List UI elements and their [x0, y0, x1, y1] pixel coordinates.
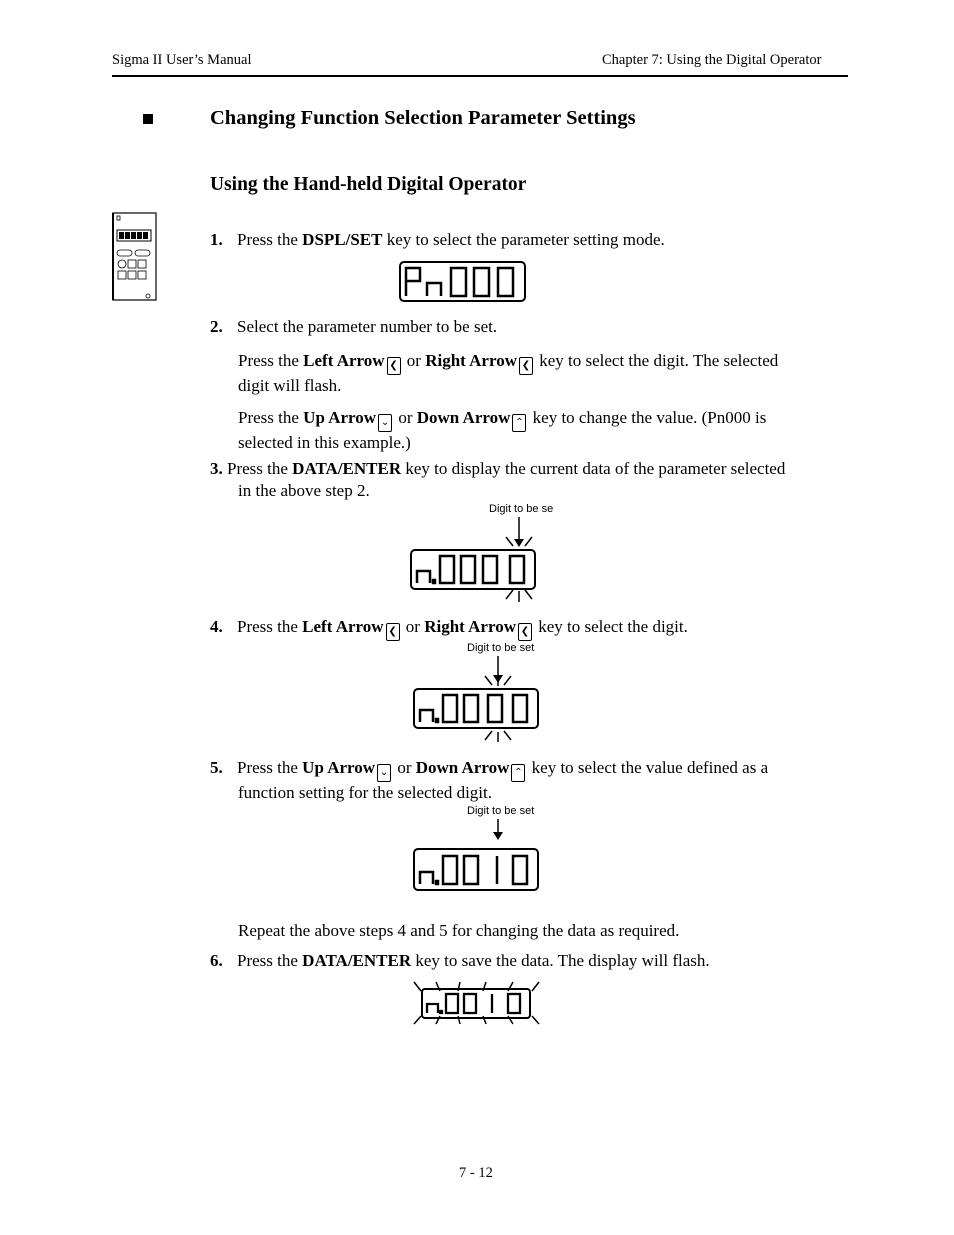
left-arrow-key-icon: ❮: [386, 623, 400, 641]
up-arrow-key-icon: ⌄: [378, 414, 392, 432]
display-value: Pn000: [399, 261, 402, 262]
display-value: n.0000: [413, 654, 416, 655]
key-name: Left Arrow: [303, 351, 385, 370]
display-n0000-step4: [413, 654, 543, 744]
key-name: Up Arrow: [303, 408, 377, 427]
display-value: n.0010: [412, 980, 415, 981]
display-value: n.0000: [410, 515, 413, 516]
step-text: key to select the value defined as a: [527, 758, 769, 777]
step-text: key to select the parameter setting mode.: [382, 230, 665, 249]
step-3: [210, 458, 850, 502]
down-arrow-key-icon: ⌃: [512, 414, 526, 432]
step-text: Press the: [237, 758, 303, 777]
header-right: Chapter 7: Using the Digital Operator: [602, 52, 822, 68]
display-n0010-flashing: [412, 980, 542, 1030]
step-5: [210, 757, 850, 804]
step-number: 5.: [210, 758, 223, 777]
digit-caption: Digit to be set: [467, 805, 535, 817]
step-text: key to save the data. The display will flash.: [411, 951, 710, 970]
step-number: 3.: [210, 459, 223, 478]
step-6: [210, 950, 710, 972]
step-text: selected in this example.): [238, 433, 411, 452]
subsection-title: Using the Hand-held Digital Operator: [210, 174, 527, 195]
page-number: 7 - 12: [459, 1165, 493, 1181]
key-name: Down Arrow: [416, 408, 511, 427]
step-text: or: [402, 351, 426, 370]
digit-caption: Digit to be se: [489, 503, 554, 515]
key-name: Up Arrow: [302, 758, 376, 777]
key-name: DSPL/SET: [302, 230, 383, 249]
step-text: Select the parameter number to be set.: [237, 317, 498, 336]
step-text: Press the: [222, 459, 293, 478]
left-arrow-key-icon: ❮: [387, 357, 401, 375]
step-text: Press the: [238, 408, 304, 427]
section-bullet: [143, 114, 153, 124]
step-text: in the above step 2.: [238, 481, 370, 500]
step-number: 1.: [210, 230, 223, 249]
step-2-arrow-select: [238, 350, 848, 397]
key-name: Down Arrow: [415, 758, 510, 777]
step-text: Press the: [238, 351, 304, 370]
right-arrow-key-icon: ❮: [518, 623, 532, 641]
digit-caption: Digit to be set: [467, 642, 535, 654]
step-text: function setting for the selected digit.: [238, 783, 492, 802]
step-text: key to display the current data of the parameter selected: [401, 459, 786, 478]
step-text: or: [394, 408, 417, 427]
display-value: n.0010: [413, 817, 416, 818]
step-text: key to change the value. (Pn000 is: [528, 408, 767, 427]
step-number: 6.: [210, 951, 223, 970]
key-name: Left Arrow: [302, 617, 384, 636]
up-arrow-key-icon: ⌄: [377, 764, 391, 782]
repeat-note: Repeat the above steps 4 and 5 for changing the data as required.: [238, 921, 680, 940]
step-number: 4.: [210, 617, 223, 636]
right-arrow-key-icon: ❮: [519, 357, 533, 375]
key-name: Right Arrow: [425, 351, 517, 370]
key-name: DATA/ENTER: [302, 951, 412, 970]
step-text: key to select the digit.: [533, 617, 688, 636]
step-2: [210, 316, 497, 338]
display-n0010-step5: [413, 817, 543, 897]
hand-held-operator-icon: [112, 212, 158, 302]
step-1: [210, 229, 665, 251]
step-2-arrow-change: [238, 407, 848, 454]
step-text: Press the: [237, 230, 303, 249]
key-name: Right Arrow: [424, 617, 516, 636]
header-left: Sigma II User’s Manual: [112, 52, 252, 68]
step-number: 2.: [210, 317, 223, 336]
down-arrow-key-icon: ⌃: [511, 764, 525, 782]
key-name: DATA/ENTER: [292, 459, 402, 478]
step-text: Press the: [237, 617, 303, 636]
step-4: [210, 616, 688, 641]
step-text: key to select the digit. The selected: [534, 351, 779, 370]
display-n0000-step3: [410, 515, 540, 605]
section-title: Changing Function Selection Parameter Settings: [210, 107, 636, 129]
step-text: digit will flash.: [238, 376, 342, 395]
step-text: Press the: [237, 951, 303, 970]
header-rule: [112, 75, 848, 77]
display-pn000: [399, 261, 527, 303]
step-text: or: [401, 617, 425, 636]
step-text: or: [393, 758, 416, 777]
